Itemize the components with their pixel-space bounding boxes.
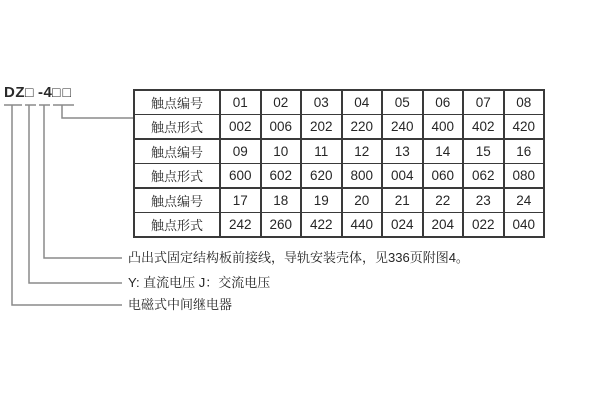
row-header: 触点编号 (134, 188, 220, 213)
table-row (134, 164, 544, 189)
contact-cell: 440 (342, 213, 383, 238)
contact-cell: 14 (423, 139, 464, 164)
model-code-segment-contact-placeholder: □□ (52, 84, 73, 100)
row-header: 触点形式 (134, 213, 220, 238)
contact-cell: 18 (261, 188, 302, 213)
contact-cell: 02 (261, 90, 302, 115)
contact-cell: 260 (261, 213, 302, 238)
leader-line-mounting (44, 105, 122, 258)
contact-cell: 03 (301, 90, 342, 115)
contact-cell: 07 (463, 90, 504, 115)
contact-cell: 220 (342, 115, 383, 140)
contact-cell: 602 (261, 164, 302, 189)
contact-cell: 24 (504, 188, 545, 213)
contact-cell: 05 (382, 90, 423, 115)
contact-cell: 09 (220, 139, 261, 164)
table-row (134, 139, 544, 164)
contact-cell: 242 (220, 213, 261, 238)
table-row (134, 90, 544, 115)
contact-cell: 204 (423, 213, 464, 238)
contact-cell: 08 (504, 90, 545, 115)
model-code-segment-design-number: -4 (38, 84, 53, 101)
contact-cell: 01 (220, 90, 261, 115)
contact-cell: 240 (382, 115, 423, 140)
contact-cell: 20 (342, 188, 383, 213)
contact-cell: 400 (423, 115, 464, 140)
contact-cell: 600 (220, 164, 261, 189)
table-row (134, 115, 544, 140)
contact-cell: 620 (301, 164, 342, 189)
contact-table (133, 89, 545, 238)
contact-cell: 022 (463, 213, 504, 238)
contact-cell: 420 (504, 115, 545, 140)
contact-cell: 402 (463, 115, 504, 140)
contact-cell: 006 (261, 115, 302, 140)
contact-cell: 800 (342, 164, 383, 189)
contact-cell: 062 (463, 164, 504, 189)
contact-cell: 04 (342, 90, 383, 115)
contact-cell: 10 (261, 139, 302, 164)
contact-cell: 22 (423, 188, 464, 213)
row-header: 触点形式 (134, 115, 220, 140)
contact-cell: 12 (342, 139, 383, 164)
table-row (134, 213, 544, 238)
contact-cell: 002 (220, 115, 261, 140)
model-code-segment-voltage-placeholder: □ (25, 84, 34, 100)
contact-cell: 422 (301, 213, 342, 238)
row-header: 触点编号 (134, 90, 220, 115)
contact-cell: 004 (382, 164, 423, 189)
contact-cell: 23 (463, 188, 504, 213)
contact-cell: 13 (382, 139, 423, 164)
contact-cell: 040 (504, 213, 545, 238)
contact-cell: 19 (301, 188, 342, 213)
row-header: 触点形式 (134, 164, 220, 189)
legend-item-relay-type: 电磁式中间继电器 (128, 297, 233, 312)
table-row (134, 188, 544, 213)
contact-cell: 16 (504, 139, 545, 164)
contact-cell: 21 (382, 188, 423, 213)
leader-line-table (62, 105, 133, 118)
leader-line-voltage (29, 105, 122, 283)
contact-cell: 202 (301, 115, 342, 140)
contact-cell: 17 (220, 188, 261, 213)
contact-cell: 024 (382, 213, 423, 238)
model-code-segment-series: DZ (4, 84, 25, 101)
contact-cell: 060 (423, 164, 464, 189)
legend-item-mounting: 凸出式固定结构板前接线，导轨安装壳体，见336页附图4。 (128, 250, 469, 265)
row-header: 触点编号 (134, 139, 220, 164)
contact-cell: 080 (504, 164, 545, 189)
contact-cell: 11 (301, 139, 342, 164)
contact-cell: 15 (463, 139, 504, 164)
contact-cell: 06 (423, 90, 464, 115)
legend-item-voltage: Y: 直流电压 J：交流电压 (128, 275, 271, 290)
